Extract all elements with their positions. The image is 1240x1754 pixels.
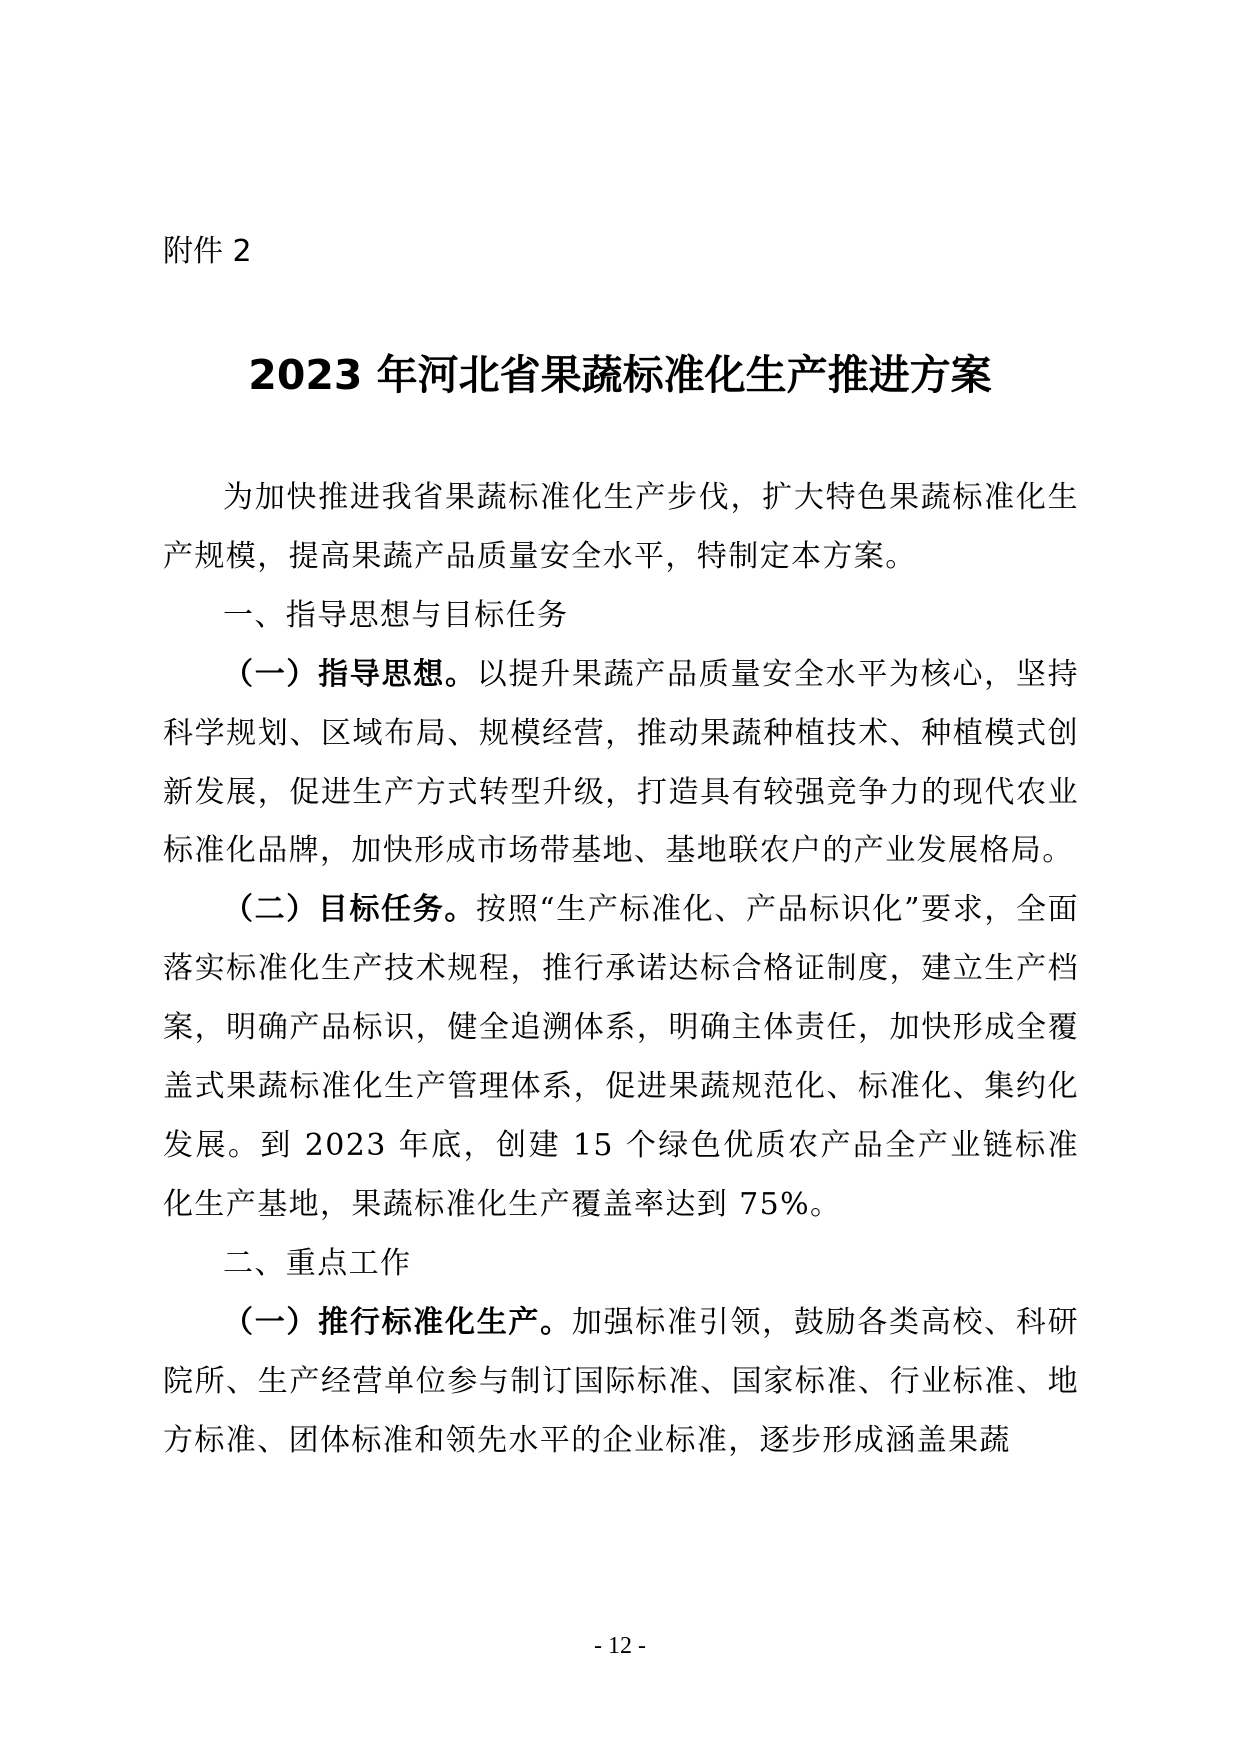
paragraph-target-tasks (163, 881, 1079, 1234)
subheading-target-tasks: （二）目标任务。 (223, 892, 477, 928)
attachment-label: 附件 2 (163, 234, 252, 269)
paragraph-text: 按照“生产标准化、产品标识化”要求，全面落实标准化生产技术规程，推行承诺达标合格证制度，建立生产档案，明确产品标识，健全追溯体系，明确主体责任，加快形成全覆盖式果蔬标准化生产管理体系，促进果蔬规范化、标准化、集约化发展。到 2023 年底，创建 15 个绿色优质农产品全产业链标准化生产基地，果蔬标准化生产覆盖率达到 75%。 (163, 892, 1079, 1222)
intro-paragraph: 为加快推进我省果蔬标准化生产步伐，扩大特色果蔬标准化生产规模，提高果蔬产品质量安全水平，特制定本方案。 (163, 480, 1079, 574)
document-body (163, 469, 1079, 1470)
section-heading-key-work: 二、重点工作 (223, 1245, 412, 1281)
subheading-guiding-thought: （一）指导思想。 (223, 656, 477, 692)
paragraph-guiding-thought (163, 646, 1079, 882)
paragraph-text: 以提升果蔬产品质量安全水平为核心，坚持科学规划、区域布局、规模经营，推动果蔬种植技术、种植模式创新发展，促进生产方式转型升级，打造具有较强竞争力的现代农业标准化品牌，加快形成市场带基地、基地联农户的产业发展格局。 (163, 656, 1080, 869)
paragraph-text: 加强标准引领，鼓励各类高校、科研院所、生产经营单位参与制订国际标准、国家标准、行业标准、地方标准、团体标准和领先水平的企业标准，逐步形成涵盖果蔬 (163, 1304, 1079, 1458)
subheading-standardized-production: （一）推行标准化生产。 (223, 1304, 572, 1340)
paragraph-standardized-production (163, 1294, 1079, 1471)
section-heading-guiding: 一、指导思想与目标任务 (223, 597, 569, 633)
page-number: - 12 - (594, 1633, 646, 1659)
document-title: 2023 年河北省果蔬标准化生产推进方案 (248, 351, 992, 399)
